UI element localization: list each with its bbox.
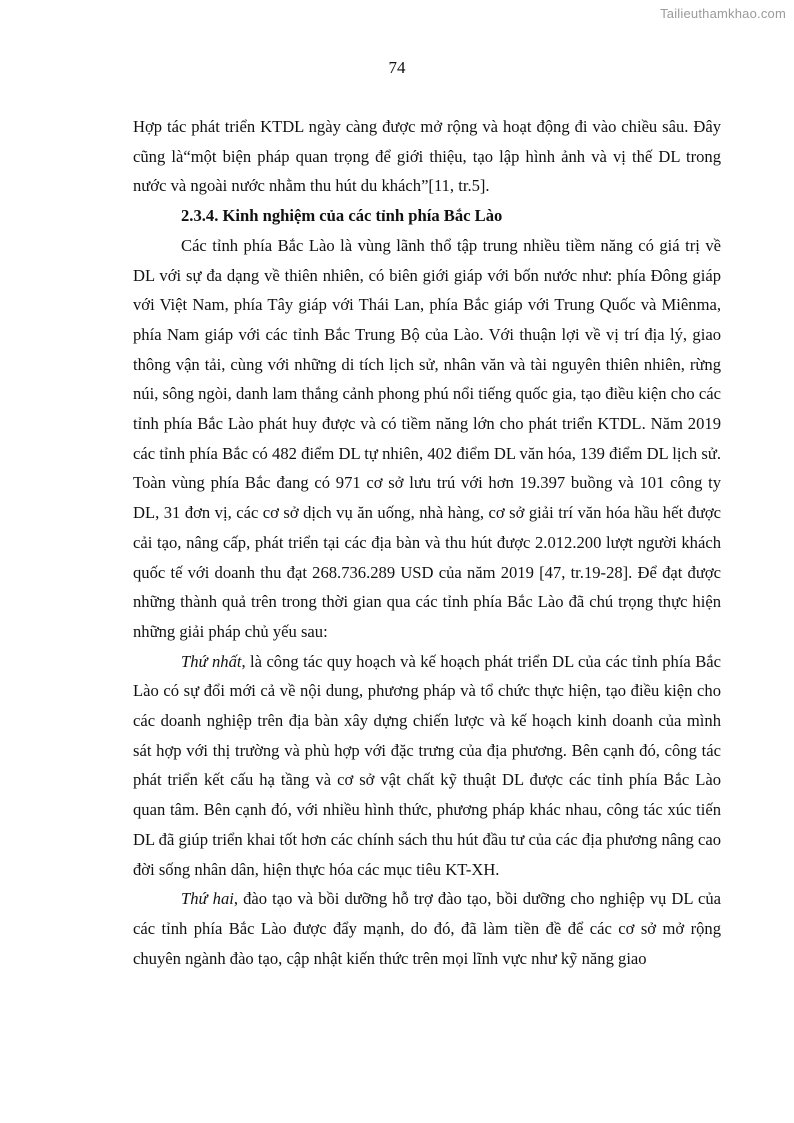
paragraph-first-solution <box>133 647 721 885</box>
second-solution-text: , đào tạo và bồi dưỡng hỗ trợ đào tạo, bồi dưỡng cho nghiệp vụ DL của các tỉnh phía Bắc Lào được đẩy mạnh, do đó, đã làm tiền đề để các cơ sở mở rộng chuyên ngành đào tạo, cập nhật kiến thức trên mọi lĩnh vực như kỹ năng giao <box>133 889 721 968</box>
watermark-text: Tailieuthamkhao.com <box>660 6 786 21</box>
page-number: 74 <box>388 58 406 77</box>
paragraph-northern-laos-text: Các tỉnh phía Bắc Lào là vùng lãnh thổ tập trung nhiều tiềm năng có giá trị về DL với sự đa dạng về thiên nhiên, có biên giới giáp với bốn nước như: phía Đông giáp với Việt Nam, phía Tây giáp với Thái Lan, phía Bắc giáp với Trung Quốc và Miênma, phía Nam giáp với các tỉnh Bắc Trung Bộ của Lào. Với thuận lợi về vị trí địa lý, giao thông vận tải, cùng với những di tích lịch sử, nhân văn và tài nguyên thiên nhiên, rừng núi, sông ngòi, danh lam thắng cảnh phong phú nổi tiếng quốc gia, tạo điều kiện cho các tỉnh phía Bắc Lào phát huy được và có tiềm năng lớn cho phát triển KTDL. Năm 2019 các tỉnh phía Bắc có 482 điểm DL tự nhiên, 402 điểm DL văn hóa, 139 điểm DL lịch sử. Toàn vùng phía Bắc đang có 971 cơ sở lưu trú với hơn 19.397 buồng và 101 công ty DL, 31 đơn vị, các cơ sở dịch vụ ăn uống, nhà hàng, cơ sở giải trí văn hóa hầu hết được cải tạo, nâng cấp, phát triển tại các địa bàn và thu hút được 2.012.200 lượt người khách quốc tế với doanh thu đạt 268.736.289 USD của năm 2019 [47, tr.19-28]. Để đạt được những thành quả trên trong thời gian qua các tỉnh phía Bắc Lào đã chú trọng thực hiện những giải pháp chủ yếu sau: <box>133 235 721 641</box>
paragraph-northern-laos <box>133 231 721 647</box>
document-body <box>133 112 721 973</box>
paragraph-second-solution <box>133 884 721 973</box>
second-solution-lead: Thứ hai <box>181 889 234 909</box>
first-solution-lead: Thứ nhất <box>181 651 242 671</box>
first-solution-text: , là công tác quy hoạch và kế hoạch phát triển DL của các tỉnh phía Bắc Lào có sự đổi mới cả về nội dung, phương pháp và tổ chức thực hiện, tạo điều kiện cho các doanh nghiệp trên địa bàn xây dựng chiến lược và kế hoạch kinh doanh của mình sát hợp với thị trường và phù hợp với đặc trưng của địa phương. Bên cạnh đó, công tác phát triển kết cấu hạ tầng và cơ sở vật chất kỹ thuật DL được các tỉnh phía Bắc Lào quan tâm. Bên cạnh đó, với nhiều hình thức, phương pháp khác nhau, công tác xúc tiến DL đã giúp triển khai tốt hơn các chính sách thu hút đầu tư của các địa phương nâng cao đời sống nhân dân, hiện thực hóa các mục tiêu KT-XH. <box>133 651 721 879</box>
paragraph-intro: Hợp tác phát triển KTDL ngày càng được mở rộng và hoạt động đi vào chiều sâu. Đây cũng là“một biện pháp quan trọng để giới thiệu, tạo lập hình ảnh và vị thế DL trong nước và ngoài nước nhằm thu hút du khách”[11, tr.5]. <box>133 117 721 196</box>
section-heading: 2.3.4. Kinh nghiệm của các tỉnh phía Bắc Lào <box>181 206 503 226</box>
